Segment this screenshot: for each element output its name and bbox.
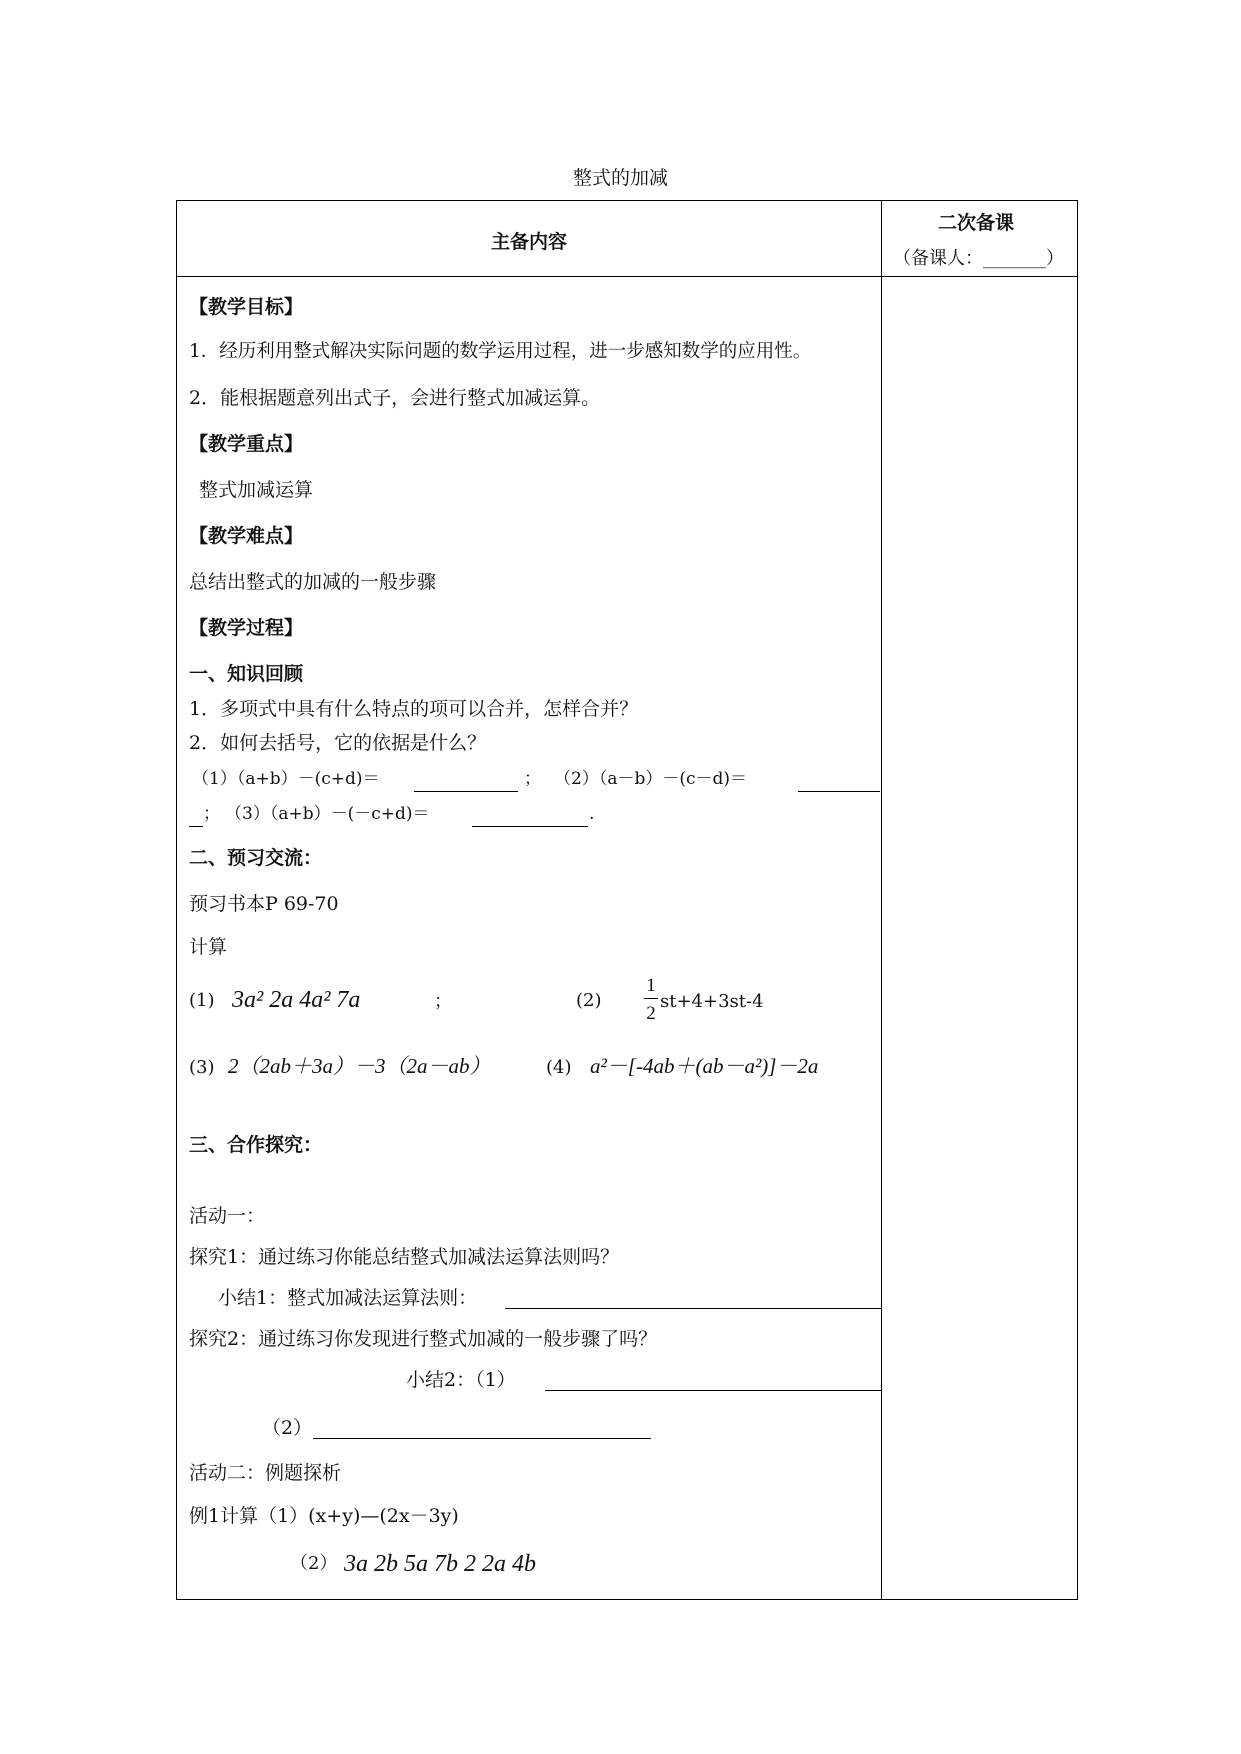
problem-2-numerator: 1: [646, 975, 656, 996]
activity-2-label: 活动二：例题探析: [189, 1462, 342, 1484]
column-divider: [881, 200, 882, 1600]
review-exercise-2: （2）（a－b）－(c－d)＝: [554, 769, 748, 789]
summary-1: 小结1：整式加减法运算法则：: [218, 1287, 478, 1309]
process-heading: 【教学过程】: [189, 617, 304, 639]
preview-heading: 二、预习交流：: [189, 847, 323, 869]
answer-blank: [313, 1438, 651, 1439]
example-1: 例1计算（1）(x+y)—(2x－3y): [189, 1505, 459, 1527]
objective-1: 1．经历利用整式解决实际问题的数学运用过程，进一步感知数学的应用性。: [189, 341, 812, 362]
problem-4-expression: a²－[-4ab＋(ab－a²)]－2a: [590, 1054, 819, 1078]
problem-2-label: (2): [576, 990, 602, 1011]
answer-blank: [545, 1390, 881, 1391]
document-title: 整式的加减: [572, 167, 668, 189]
problem-1-end: ；: [434, 991, 452, 1012]
answer-blank: [472, 826, 588, 827]
problem-1-label: (1): [189, 990, 215, 1011]
review-exercise-3-end: .: [589, 804, 595, 824]
review-exercise-1-end: ；: [524, 769, 541, 789]
cooperation-heading: 三、合作探究：: [189, 1134, 323, 1156]
problem-1-expression: 3a² 2a 4a² 7a: [232, 987, 361, 1013]
answer-blank: [798, 791, 880, 792]
activity-1-label: 活动一：: [189, 1205, 266, 1227]
answer-blank: [189, 826, 203, 827]
problem-4-label: (4): [546, 1057, 572, 1078]
objective-2: 2．能根据题意列出式子，会进行整式加减运算。: [189, 387, 601, 409]
review-question-2: 2．如何去括号，它的依据是什么？: [189, 732, 487, 754]
fraction-bar: [644, 998, 658, 999]
summary-2: 小结2：（1）: [406, 1369, 516, 1391]
answer-blank: [505, 1308, 881, 1309]
explore-1: 探究1：通过练习你能总结整式加减法运算法则吗？: [189, 1246, 620, 1268]
difficulty-text: 总结出整式的加减的一般步骤: [189, 571, 437, 593]
header-divider: [176, 276, 1078, 277]
example-1-part-2-label: （2）: [290, 1553, 338, 1574]
problem-2-denominator: 2: [646, 1003, 656, 1024]
review-exercise-2-end: ；: [203, 804, 220, 824]
focus-text: 整式加减运算: [199, 479, 314, 501]
review-exercise-3: （3）（a+b）－(－c+d)＝: [225, 804, 430, 824]
review-exercise-1: （1）（a+b）－(c+d)＝: [192, 769, 380, 789]
focus-heading: 【教学重点】: [189, 433, 304, 455]
problem-3-label: (3): [189, 1057, 215, 1078]
objectives-heading: 【教学目标】: [189, 296, 304, 318]
answer-blank: [414, 791, 518, 792]
explore-2: 探究2：通过练习你发现进行整式加减的一般步骤了吗？: [189, 1328, 658, 1350]
preview-calc-label: 计算: [189, 936, 228, 958]
review-heading: 一、知识回顾: [189, 663, 304, 685]
problem-3-expression: 2（2ab＋3a）－3（2a－ab）: [228, 1054, 491, 1078]
preview-book: 预习书本P 69-70: [189, 893, 339, 915]
difficulty-heading: 【教学难点】: [189, 525, 304, 547]
summary-2-item-2: （2）: [262, 1417, 313, 1439]
side-column-subheader: （备课人：_______）: [893, 248, 1064, 269]
review-question-1: 1．多项式中具有什么特点的项可以合并，怎样合并？: [189, 698, 639, 720]
side-column-header: 二次备课: [938, 212, 1015, 234]
example-1-part-2-expression: 3a 2b 5a 7b 2 2a 4b: [344, 1551, 536, 1577]
problem-2-expression: st+4+3st-4: [660, 991, 764, 1012]
main-column-header: 主备内容: [491, 231, 568, 253]
